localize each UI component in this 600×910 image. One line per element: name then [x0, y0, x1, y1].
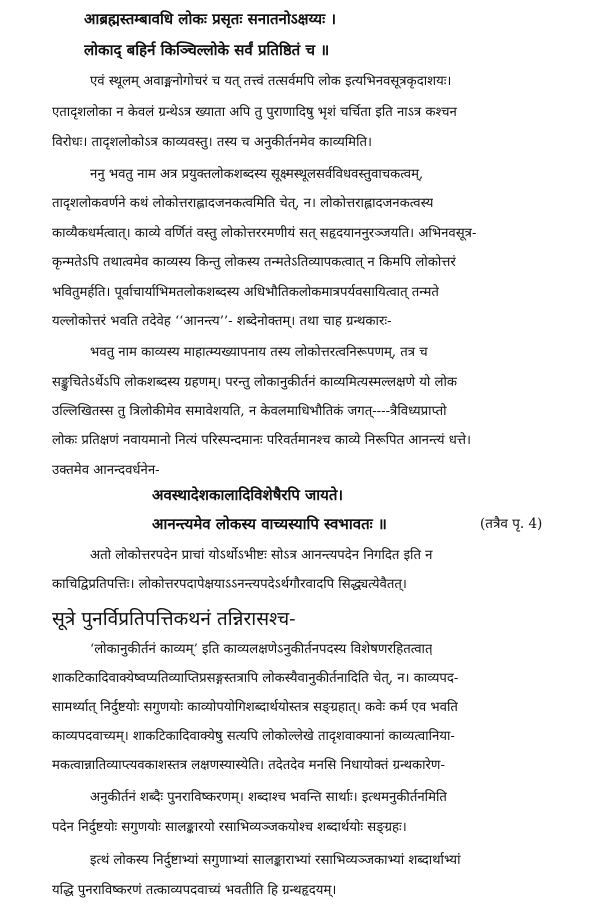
text-line: भवतु नाम काव्यस्य माहात्म्यख्यापनाय तस्य लोकोत्तरत्वनिरूपणम्, तत्र च	[90, 345, 428, 360]
text-line: सङ्कुचितेऽर्थेऽपि लोकशब्दस्य ग्रहणम्। परन्तु लोकानुकीर्तनं काव्यमित्यस्मल्लक्षणे यो लोक	[52, 375, 458, 390]
text-line: उक्तमेव आनन्दवर्धनेन-	[52, 463, 160, 478]
verse-line: आब्रह्मस्तम्बावधि लोकः प्रसृतः सनातनोऽक्षय्यः ।	[84, 10, 337, 28]
text-line: कृन्मतेऽपि तथात्वमेव काव्यस्य किन्तु लोकस्य तन्मतेऽतिव्यापकत्वात् न किमपि लोकोत्तरं	[52, 255, 456, 270]
text-line: लोकः प्रतिक्षणं नवायमानो नित्यं परिस्पन्दमानः परिवर्तमानश्च काव्ये निरूपित आनन्त्यं धत्ते।	[52, 433, 471, 448]
section-heading: सूत्रे पुनर्विप्रतिपत्तिकथनं तन्निरासश्च-	[52, 608, 296, 630]
text-line: काचिद्विप्रतिपत्तिः। लोकोत्तरपदापेक्षयाऽऽनन्त्यपदेऽर्थगौरवादपि सिद्ध्यत्येवैतत्।	[52, 577, 407, 592]
text-line: सामर्थ्यात् निर्दुष्टयोः सगुणयोः काव्योपयोगिशब्दार्थयोस्तत्र सङ्ग्रहात्। कवेः कर्म एव भवति	[52, 700, 458, 715]
text-line: काव्यैकधर्मत्वात्। काव्ये वर्णितं वस्तु लोकोत्तररमणीयं सत् सहृदयाननुरञ्जयति। अभिनवसूत्र-	[52, 226, 477, 241]
text-line: मकत्वान्नातिव्याप्त्यवकाशस्तत्र लक्षणस्यास्येति। तदेतदेव मनसि निधायोक्तं ग्रन्थकारेण-	[52, 758, 445, 773]
text-line: यद्धि पुनराविष्करणं तत्काव्यपदवाच्यं भवतीति हि ग्रन्थहृदयम्।	[52, 883, 337, 898]
text-line: भवितुमर्हति। पूर्वाचार्याभिमतलोकशब्दस्य अधिभौतिकलोकमात्रपर्यवसायित्वात् तन्मते	[52, 285, 439, 300]
text-line: यल्लोकोत्तरं भवति तदेवेह ‘‘आनन्त्य’’- शब्देनोक्तम्। तथा चाह ग्रन्थकारः-	[52, 314, 392, 329]
text-line: अतो लोकोत्तरपदेन प्राचां योऽर्थोऽभीष्टः सोऽत्र आनन्त्यपदेन निगदित इति न	[90, 548, 433, 563]
text-line: पदेन निर्दुष्टयोः सगुणयोः सालङ्कारयो रसाभिव्यञ्जकयोश्च शब्दार्थयोः सङ्ग्रहः।	[52, 820, 407, 835]
text-line: ‘लोकानुकीर्तनं काव्यम्’ इति काव्यलक्षणेऽनुकीर्तनपदस्य विशेषणरहितत्वात्	[90, 642, 433, 657]
text-line: एतादृशलोका न केवलं ग्रन्थेऽत्र ख्याता अपि तु पुराणादिषु भृशं चर्चिता इति नाऽत्र कश्चन	[52, 105, 457, 120]
text-line: विरोधः। तादृशलोकोऽत्र काव्यवस्तु। तस्य च अनुकीर्तनमेव काव्यमिति।	[52, 135, 372, 150]
text-line: काव्यपदवाच्यम्। शाकटिकादिवाक्येषु सत्यपि लोकोल्लेखे तादृशवाक्यानां काव्यत्वानिया-	[52, 729, 455, 744]
verse-line: अवस्थादेशकालादिविशेषैरपि जायते।	[152, 486, 344, 504]
text-line: शाकटिकादिवाक्येष्वप्यतिव्याप्तिप्रसङ्गस्तत्रापि लोकस्यैवानुकीर्तनादिति चेत्, न। काव्यपद-	[52, 671, 459, 686]
text-line: तादृशलोकवर्णने कथं लोकोत्तराह्लादजनकत्वमिति चेत्, न। लोकोत्तराह्लादजनकत्वस्य	[52, 196, 434, 211]
text-line: अनुकीर्तनं शब्दैः पुनराविष्करणम्। शब्दाश्च भवन्ति सार्थाः। इत्थमनुकीर्तनमिति	[90, 790, 447, 805]
text-line: एवं स्थूलम् अवाङ्मनोगोचरं च यत् तत्त्वं तत्सर्वमपि लोक इत्यभिनवसूत्रकृदाशयः।	[90, 74, 452, 89]
text-line: ननु भवतु नाम अत्र प्रयुक्तलोकशब्दस्य सूक्ष्मस्थूलसर्वविधवस्तुवाचकत्वम्,	[90, 167, 424, 182]
verse-reference: (तत्रैव पृ. 4)	[480, 516, 543, 532]
verse-line: आनन्त्यमेव लोकस्य वाच्यस्यापि स्वभावतः ॥	[152, 515, 387, 533]
verse-line: लोकाद् बहिर्न किञ्चिल्लोके सर्वं प्रतिष्ठितं च ॥	[84, 41, 330, 59]
text-line: उल्लिखितस्स तु त्रिलोकीमेव समावेशयति, न केवलमाधिभौतिकं जगत्----त्रैविध्यप्राप्तो	[52, 404, 447, 419]
text-line: इत्थं लोकस्य निर्दुष्टाभ्यां सगुणाभ्यां सालङ्काराभ्यां रसाभिव्यञ्जकाभ्यां शब्दार्थाभ्यां	[90, 853, 461, 868]
